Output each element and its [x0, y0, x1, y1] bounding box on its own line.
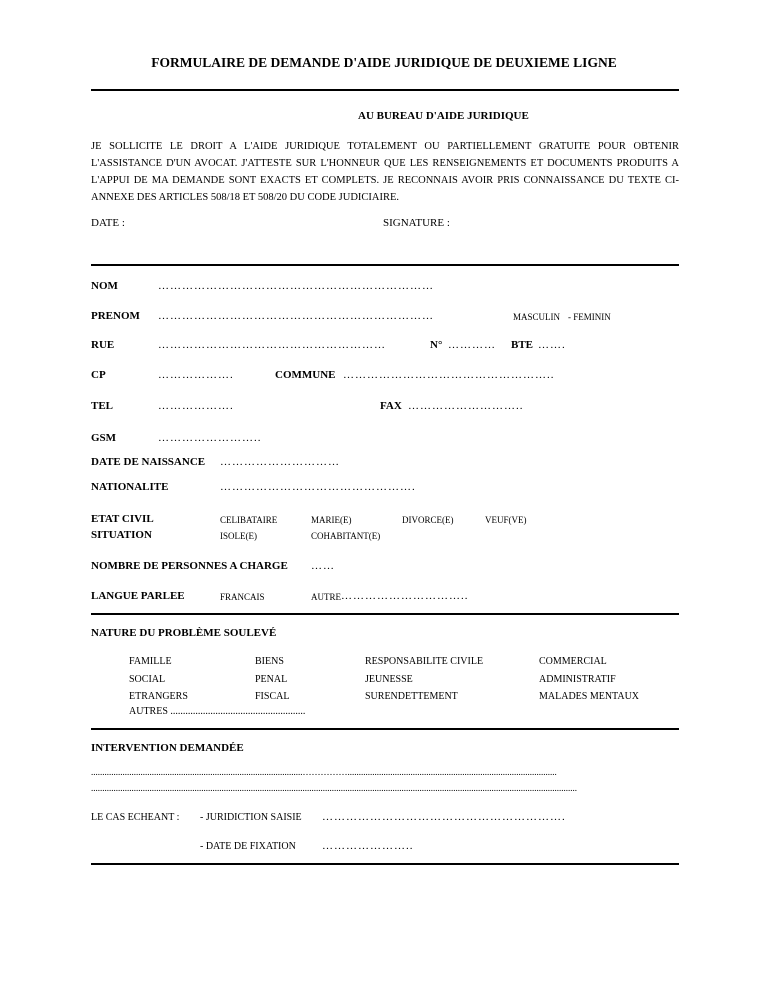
divider: [91, 264, 679, 266]
naissance-field[interactable]: …………………………: [220, 456, 340, 468]
masculin-option[interactable]: MASCULIN: [513, 312, 561, 322]
nature-option[interactable]: PENAL: [255, 674, 288, 685]
nature-heading: NATURE DU PROBLÈME SOULEVÉ: [91, 627, 277, 639]
gsm-label: GSM: [91, 432, 117, 444]
numero-field[interactable]: …………: [448, 339, 496, 351]
divider: [91, 613, 679, 615]
prenom-label: PRENOM: [91, 310, 140, 322]
tel-label: TEL: [91, 400, 114, 412]
juridiction-label: - JURIDICTION SAISIE: [200, 812, 302, 823]
rue-field[interactable]: …………………………………………………: [158, 339, 386, 351]
feminin-option[interactable]: - FEMININ: [568, 312, 611, 322]
intervention-heading: INTERVENTION DEMANDÉE: [91, 742, 244, 754]
autres-field[interactable]: AUTRES ......................................................: [129, 706, 306, 717]
nature-option[interactable]: FAMILLE: [129, 656, 172, 667]
francais-option[interactable]: FRANCAIS: [220, 592, 265, 602]
nom-field[interactable]: ……………………………………………………………: [158, 280, 434, 292]
bte-label: BTE: [511, 339, 534, 351]
intervention-line[interactable]: ........................................................................................................................................................................................................................: [91, 783, 577, 793]
nature-option[interactable]: ETRANGERS: [129, 691, 188, 702]
juridiction-field[interactable]: …………………………………………………….: [322, 811, 566, 823]
fax-label: FAX: [380, 400, 402, 412]
rue-label: RUE: [91, 339, 115, 351]
nature-option[interactable]: MALADES MENTAUX: [539, 691, 640, 702]
fixation-field[interactable]: …………………..: [322, 840, 414, 852]
commune-label: COMMUNE: [275, 369, 336, 381]
marie-option[interactable]: MARIE(E): [311, 515, 352, 525]
personnes-field[interactable]: ……: [311, 560, 335, 572]
autre-option[interactable]: AUTRE: [311, 592, 341, 602]
nationalite-field[interactable]: ………………………………………….: [220, 481, 416, 493]
cp-field[interactable]: ……………….: [158, 369, 234, 381]
divider: [91, 89, 679, 91]
bte-field[interactable]: …….: [538, 339, 566, 351]
divider: [91, 863, 679, 865]
nature-option[interactable]: FISCAL: [255, 691, 290, 702]
isole-option[interactable]: ISOLE(E): [220, 531, 257, 541]
intro-paragraph: JE SOLLICITE LE DROIT A L'AIDE JURIDIQUE TOTALEMENT OU PARTIELLEMENT GRATUITE POUR OBTENIR L'ASSISTANCE D'UN AVOCAT. J'ATTESTE SUR L'HONNEUR QUE LES RENSEIGNEMENTS ET DOCUMENTS PRODUITS A L'APPUI DE MA DEMANDE SONT EXACTS ET COMPLETS. JE RECONNAIS AVOIR PRIS CONNAISSANCE DU TEXTE CI-ANNEXE DES ARTICLES 508/18 ET 508/20 DU CODE JUDICIAIRE.: [91, 141, 679, 203]
langue-label: LANGUE PARLEE: [91, 590, 185, 602]
divorce-option[interactable]: DIVORCE(E): [402, 515, 454, 525]
veuf-option[interactable]: VEUF(VE): [485, 515, 527, 525]
cohabitant-option[interactable]: COHABITANT(E): [311, 531, 381, 541]
etat-civil-label: ETAT CIVIL: [91, 513, 154, 525]
bureau-heading: AU BUREAU D'AIDE JURIDIQUE: [358, 110, 529, 122]
numero-label: N°: [430, 339, 443, 351]
tel-field[interactable]: ……………….: [158, 400, 234, 412]
date-label: DATE :: [91, 217, 125, 229]
intervention-line[interactable]: ..............................................................................................…………….............................................................................................: [91, 767, 557, 777]
nom-label: NOM: [91, 280, 118, 292]
naissance-label: DATE DE NAISSANCE: [91, 456, 206, 468]
celibataire-option[interactable]: CELIBATAIRE: [220, 515, 278, 525]
autre-langue-field[interactable]: …………………………..: [341, 590, 469, 602]
personnes-label: NOMBRE DE PERSONNES A CHARGE: [91, 560, 288, 572]
nature-option[interactable]: SOCIAL: [129, 674, 166, 685]
nature-option[interactable]: ADMINISTRATIF: [539, 674, 616, 685]
signature-label: SIGNATURE :: [383, 217, 450, 229]
situation-label: SITUATION: [91, 529, 152, 541]
prenom-field[interactable]: ……………………………………………………………: [158, 310, 434, 322]
divider: [91, 728, 679, 730]
gsm-field[interactable]: ……………………..: [158, 432, 262, 444]
cp-label: CP: [91, 369, 106, 381]
fixation-label: - DATE DE FIXATION: [200, 841, 296, 852]
nationalite-label: NATIONALITE: [91, 481, 169, 493]
nature-option[interactable]: JEUNESSE: [365, 674, 413, 685]
page-title: FORMULAIRE DE DEMANDE D'AIDE JURIDIQUE DE DEUXIEME LIGNE: [151, 55, 617, 70]
nature-option[interactable]: COMMERCIAL: [539, 656, 607, 667]
nature-option[interactable]: BIENS: [255, 656, 284, 667]
nature-option[interactable]: SURENDETTEMENT: [365, 691, 458, 702]
cas-echeant-label: LE CAS ECHEANT :: [91, 812, 180, 823]
fax-field[interactable]: ………………………..: [408, 400, 524, 412]
commune-field[interactable]: ……………………………………………..: [343, 369, 555, 381]
nature-option[interactable]: RESPONSABILITE CIVILE: [365, 656, 484, 667]
